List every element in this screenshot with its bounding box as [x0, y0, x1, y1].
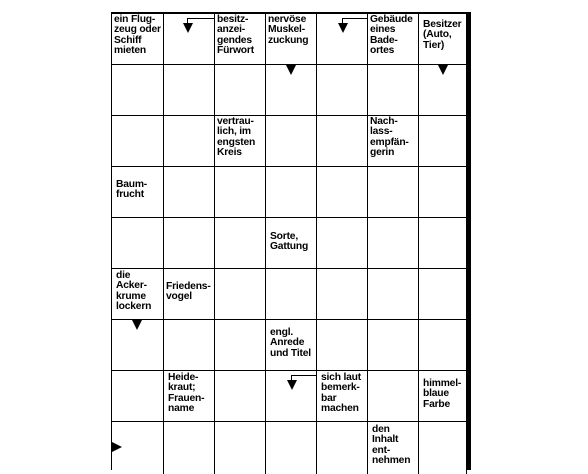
answer-cell[interactable]	[215, 218, 266, 269]
answer-cell[interactable]	[112, 116, 164, 167]
clue-text: Baum- frucht	[116, 179, 148, 201]
answer-cell[interactable]	[317, 218, 368, 269]
clue-text: ein Flug- zeug oder Schiff mieten	[114, 14, 161, 56]
answer-cell[interactable]	[112, 218, 164, 269]
clue-cell	[112, 167, 164, 218]
answer-cell[interactable]	[368, 218, 419, 269]
arrow-right-icon	[112, 442, 122, 452]
answer-cell[interactable]	[112, 422, 164, 474]
answer-cell[interactable]	[266, 116, 317, 167]
arrow-down-icon	[132, 320, 142, 330]
clue-text: Besitzer (Auto, Tier)	[423, 19, 462, 51]
clue-cell	[317, 14, 368, 65]
clue-cell	[215, 14, 266, 65]
answer-cell[interactable]	[266, 269, 317, 320]
answer-cell[interactable]	[164, 65, 215, 116]
crossword-grid	[111, 12, 471, 470]
clue-text: himmel- blaue Farbe	[423, 378, 462, 410]
answer-cell[interactable]	[419, 116, 467, 167]
clue-cell	[368, 14, 419, 65]
answer-cell[interactable]	[317, 65, 368, 116]
answer-cell[interactable]	[215, 167, 266, 218]
clue-cell	[266, 320, 317, 371]
clue-text: nervöse Muskel- zuckung	[268, 14, 309, 46]
answer-cell[interactable]	[368, 167, 419, 218]
clue-text: Sorte, Gattung	[270, 231, 309, 253]
answer-cell[interactable]	[266, 422, 317, 474]
clue-cell	[164, 14, 215, 65]
answer-cell[interactable]	[112, 65, 164, 116]
answer-cell[interactable]	[164, 422, 215, 474]
answer-cell[interactable]	[419, 218, 467, 269]
answer-cell[interactable]	[164, 218, 215, 269]
answer-cell[interactable]	[317, 167, 368, 218]
answer-cell[interactable]	[164, 116, 215, 167]
answer-cell[interactable]	[215, 371, 266, 422]
answer-cell[interactable]	[368, 371, 419, 422]
clue-text: vertrau- lich, im engsten Kreis	[217, 116, 256, 158]
clue-text: Friedens- vogel	[166, 281, 211, 303]
answer-cell[interactable]	[419, 167, 467, 218]
answer-cell[interactable]	[266, 65, 317, 116]
clue-cell	[266, 218, 317, 269]
answer-cell[interactable]	[368, 320, 419, 371]
arrow-down-icon	[286, 65, 296, 75]
clue-cell	[112, 14, 164, 65]
answer-cell[interactable]	[317, 320, 368, 371]
clue-cell	[419, 14, 467, 65]
clue-cell	[419, 371, 467, 422]
answer-cell[interactable]	[317, 269, 368, 320]
answer-cell[interactable]	[112, 371, 164, 422]
answer-cell[interactable]	[419, 320, 467, 371]
clue-cell	[164, 269, 215, 320]
answer-cell[interactable]	[215, 320, 266, 371]
clue-text: Heide- kraut; Frauen- name	[168, 372, 205, 414]
clue-cell	[317, 371, 368, 422]
clue-text: Nach- lass- empfän- gerin	[370, 116, 409, 158]
answer-cell[interactable]	[215, 422, 266, 474]
clue-cell	[266, 14, 317, 65]
clue-text: die Acker- krume lockern	[116, 270, 152, 312]
answer-cell[interactable]	[164, 320, 215, 371]
arrow-down-icon	[438, 65, 448, 75]
answer-cell[interactable]	[112, 320, 164, 371]
answer-cell[interactable]	[419, 422, 467, 474]
answer-cell[interactable]	[215, 269, 266, 320]
answer-cell[interactable]	[317, 422, 368, 474]
answer-cell[interactable]	[419, 65, 467, 116]
clue-cell	[368, 116, 419, 167]
answer-cell[interactable]	[419, 269, 467, 320]
arrow-down-icon	[338, 23, 348, 33]
answer-cell[interactable]	[215, 65, 266, 116]
answer-cell[interactable]	[164, 167, 215, 218]
clue-cell	[266, 371, 317, 422]
answer-cell[interactable]	[368, 65, 419, 116]
arrow-down-icon	[183, 23, 193, 33]
answer-cell[interactable]	[266, 167, 317, 218]
clue-text: engl. Anrede und Titel	[270, 327, 311, 359]
clue-cell	[164, 371, 215, 422]
clue-cell	[368, 422, 419, 474]
clue-text: Gebäude eines Bade- ortes	[370, 14, 413, 56]
arrow-down-icon	[287, 380, 297, 390]
answer-cell[interactable]	[317, 116, 368, 167]
answer-cell[interactable]	[368, 269, 419, 320]
clue-text: besitz- anzei- gendes Fürwort	[217, 14, 254, 56]
clue-text: sich laut bemerk- bar machen	[321, 372, 361, 414]
clue-cell	[112, 269, 164, 320]
clue-cell	[215, 116, 266, 167]
clue-text: den Inhalt ent- nehmen	[372, 424, 411, 466]
